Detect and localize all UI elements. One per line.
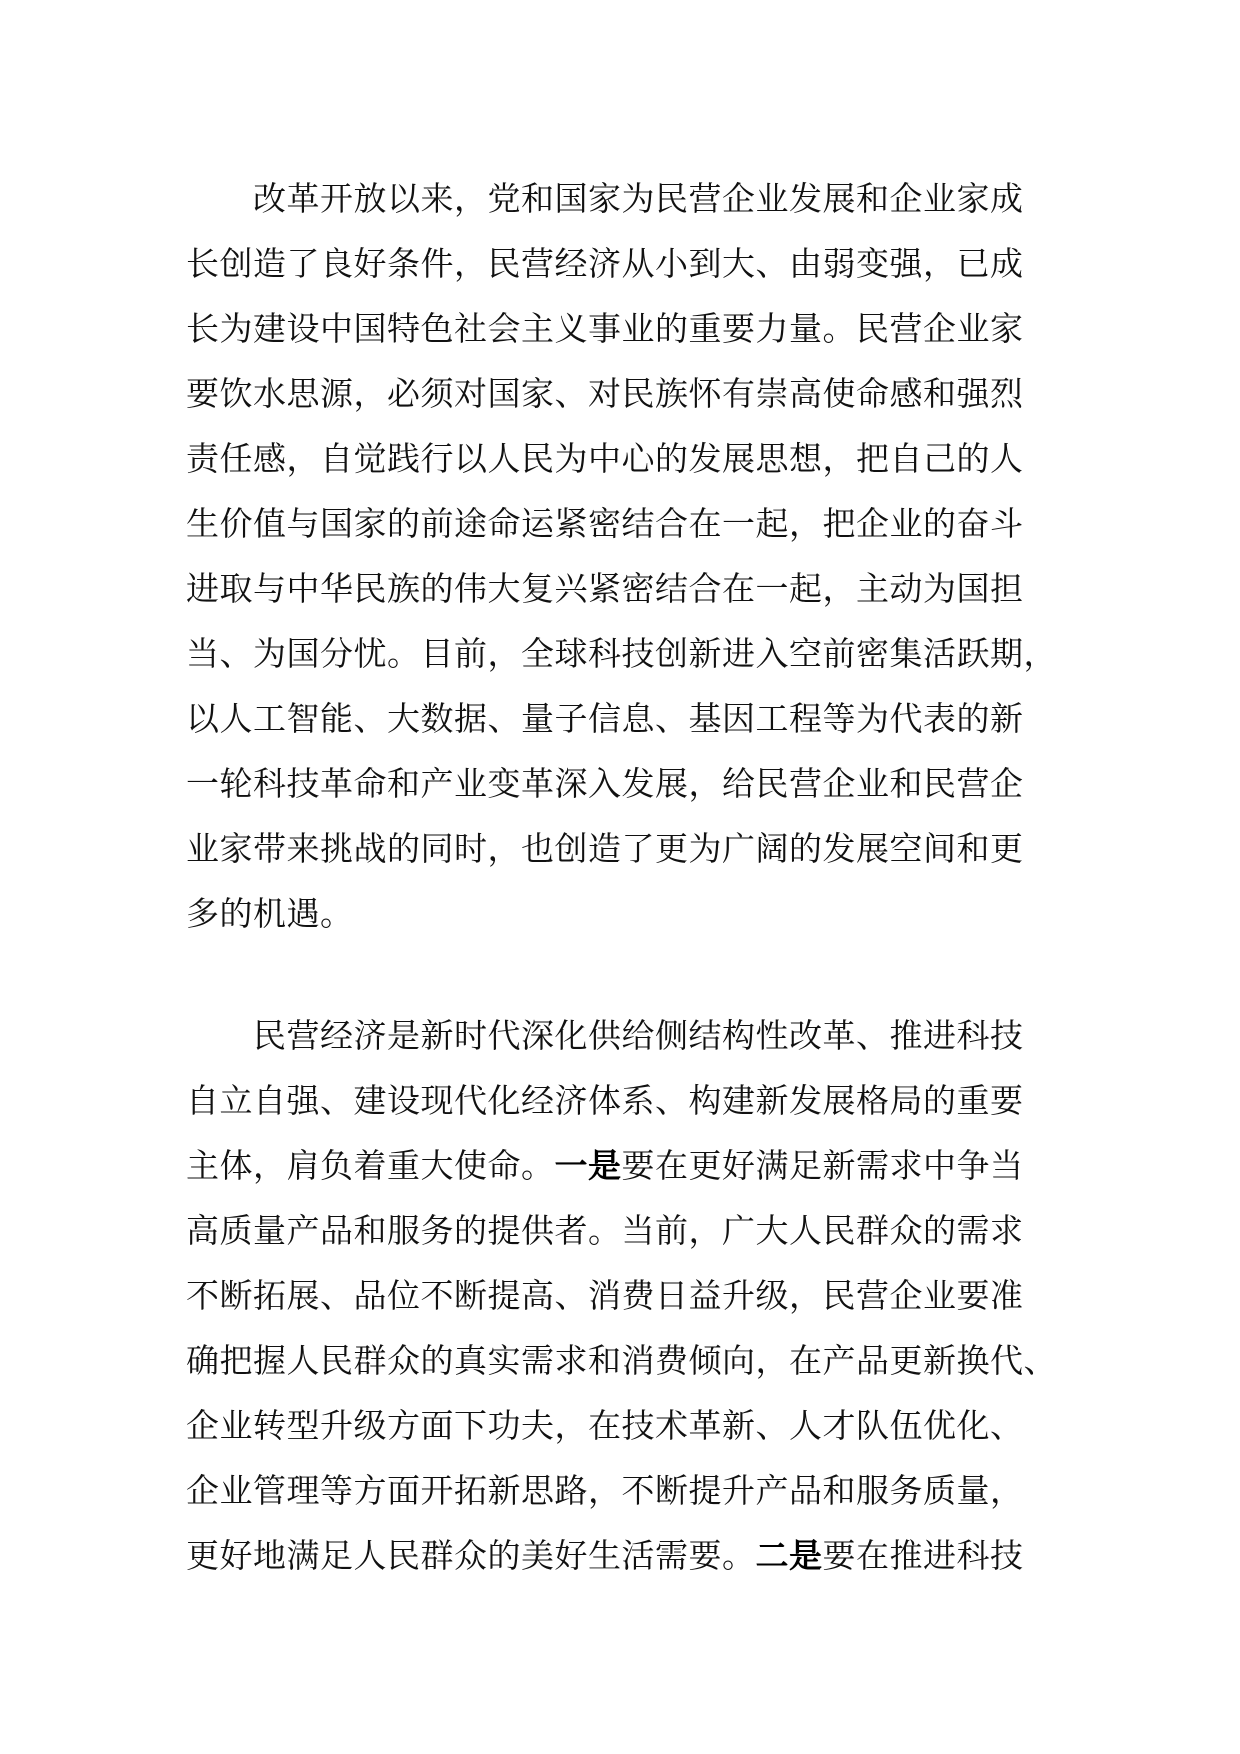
paragraph-line: 以人工智能、大数据、量子信息、基因工程等为代表的新 bbox=[186, 699, 1024, 738]
bold-marker-second: 二是 bbox=[755, 1536, 823, 1575]
paragraph-line: 一轮科技革命和产业变革深入发展，给民营企业和民营企 bbox=[186, 764, 1024, 803]
text-run: 主体，肩负着重大使命。 bbox=[186, 1146, 555, 1185]
paragraph-line: 多的机遇。 bbox=[186, 894, 354, 933]
paragraph-1 bbox=[186, 166, 1066, 946]
paragraph-line: 确把握人民群众的真实需求和消费倾向，在产品更新换代、 bbox=[186, 1341, 1057, 1380]
paragraph-line bbox=[186, 1523, 1066, 1588]
paragraph-line: 进取与中华民族的伟大复兴紧密结合在一起，主动为国担 bbox=[186, 569, 1024, 608]
paragraph-line: 企业转型升级方面下功夫，在技术革新、人才队伍优化、 bbox=[186, 1406, 1024, 1445]
text-run: 更好地满足人民群众的美好生活需要。 bbox=[186, 1536, 756, 1575]
paragraph-line: 责任感，自觉践行以人民为中心的发展思想，把自己的人 bbox=[186, 439, 1024, 478]
bold-marker-first: 一是 bbox=[554, 1146, 622, 1185]
paragraph-line: 不断拓展、品位不断提高、消费日益升级，民营企业要准 bbox=[186, 1276, 1024, 1315]
paragraph-line: 高质量产品和服务的提供者。当前，广大人民群众的需求 bbox=[186, 1211, 1024, 1250]
paragraph-line: 长创造了良好条件，民营经济从小到大、由弱变强，已成 bbox=[186, 244, 1024, 283]
paragraph-line bbox=[186, 1133, 1066, 1198]
paragraph-line: 企业管理等方面开拓新思路，不断提升产品和服务质量， bbox=[186, 1471, 1024, 1510]
paragraph-line: 生价值与国家的前途命运紧密结合在一起，把企业的奋斗 bbox=[186, 504, 1024, 543]
paragraph-line: 当、为国分忧。目前，全球科技创新进入空前密集活跃期， bbox=[186, 634, 1057, 673]
text-run: 要在推进科技 bbox=[822, 1536, 1024, 1575]
paragraph-line: 自立自强、建设现代化经济体系、构建新发展格局的重要 bbox=[186, 1081, 1024, 1120]
paragraph-line: 要饮水思源，必须对国家、对民族怀有崇高使命感和强烈 bbox=[186, 374, 1024, 413]
paragraph-line: 改革开放以来，党和国家为民营企业发展和企业家成 bbox=[186, 179, 1024, 218]
paragraph-2 bbox=[186, 1003, 1066, 1588]
paragraph-line: 业家带来挑战的同时，也创造了更为广阔的发展空间和更 bbox=[186, 829, 1024, 868]
paragraph-line: 民营经济是新时代深化供给侧结构性改革、推进科技 bbox=[186, 1016, 1024, 1055]
text-run: 要在更好满足新需求中争当 bbox=[621, 1146, 1024, 1185]
paragraph-line: 长为建设中国特色社会主义事业的重要力量。民营企业家 bbox=[186, 309, 1024, 348]
